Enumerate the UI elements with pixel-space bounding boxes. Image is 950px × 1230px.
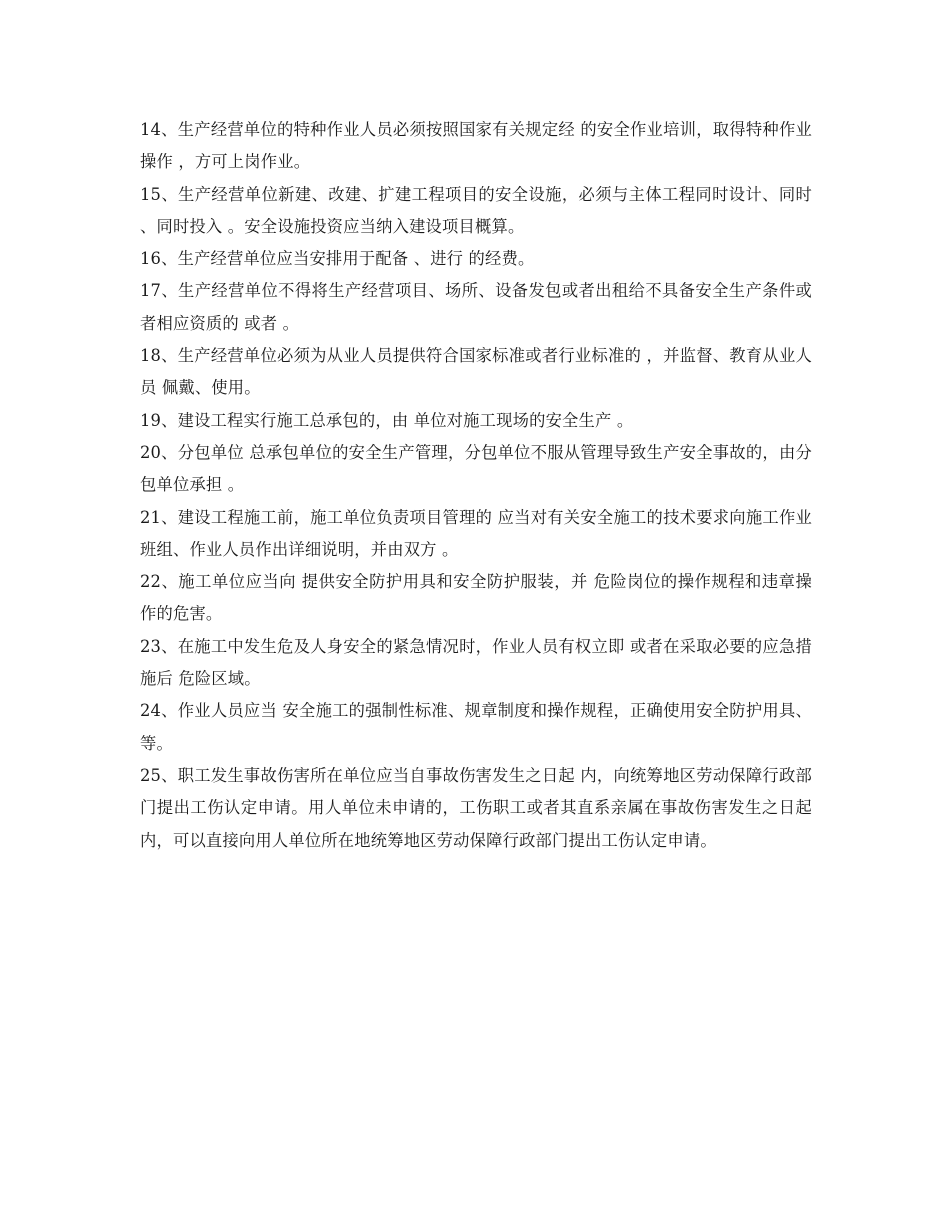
question-item-16: 16、生产经营单位应当安排用于配备 、进行 的经费。 (140, 249, 535, 269)
question-item-24: 24、作业人员应当 安全施工的强制性标准、规章制度和操作规程，正确使用安全防护用具、 等。 (140, 701, 812, 753)
question-item-14: 14、生产经营单位的特种作业人员必须按照国家有关规定经 的安全作业培训，取得特种作业操作 ，方可上岗作业。 (140, 120, 812, 172)
question-item-19: 19、建设工程实行施工总承包的，由 单位对施工现场的安全生产 。 (140, 410, 634, 430)
question-item-18: 18、生产经营单位必须为从业人员提供符合国家标准或者行业标准的 ，并监督、教育从业人员 佩戴、使用。 (140, 346, 812, 398)
question-item-25: 25、职工发生事故伤害所在单位应当自事故伤害发生之日起 内，向统筹地区劳动保障行政部门提出工伤认定申请。用人单位未申请的，工伤职工或者其直系亲属在事故伤害发生之日起 内，可以直接向用人单位所在地统筹地区劳动保障行政部门提出工伤认定申请。 (140, 765, 812, 850)
question-item-15: 15、生产经营单位新建、改建、扩建工程项目的安全设施，必须与主体工程同时设计、同时 、同时投入 。安全设施投资应当纳入建设项目概算。 (140, 184, 812, 236)
question-item-21: 21、建设工程施工前，施工单位负责项目管理的 应当对有关安全施工的技术要求向施工作业班组、作业人员作出详细说明，并由双方 。 (140, 507, 812, 559)
question-item-23: 23、在施工中发生危及人身安全的紧急情况时，作业人员有权立即 或者在采取必要的应急措施后 危险区域。 (140, 636, 812, 689)
question-item-22: 22、施工单位应当向 提供安全防护用具和安全防护服装，并 危险岗位的操作规程和违章操作的危害。 (140, 572, 812, 624)
question-item-17: 17、生产经营单位不得将生产经营项目、场所、设备发包或者出租给不具备安全生产条件或者相应资质的 或者 。 (140, 281, 812, 333)
question-item-20: 20、分包单位 总承包单位的安全生产管理，分包单位不服从管理导致生产安全事故的，由分包单位承担 。 (140, 442, 812, 495)
question-list (140, 114, 812, 857)
